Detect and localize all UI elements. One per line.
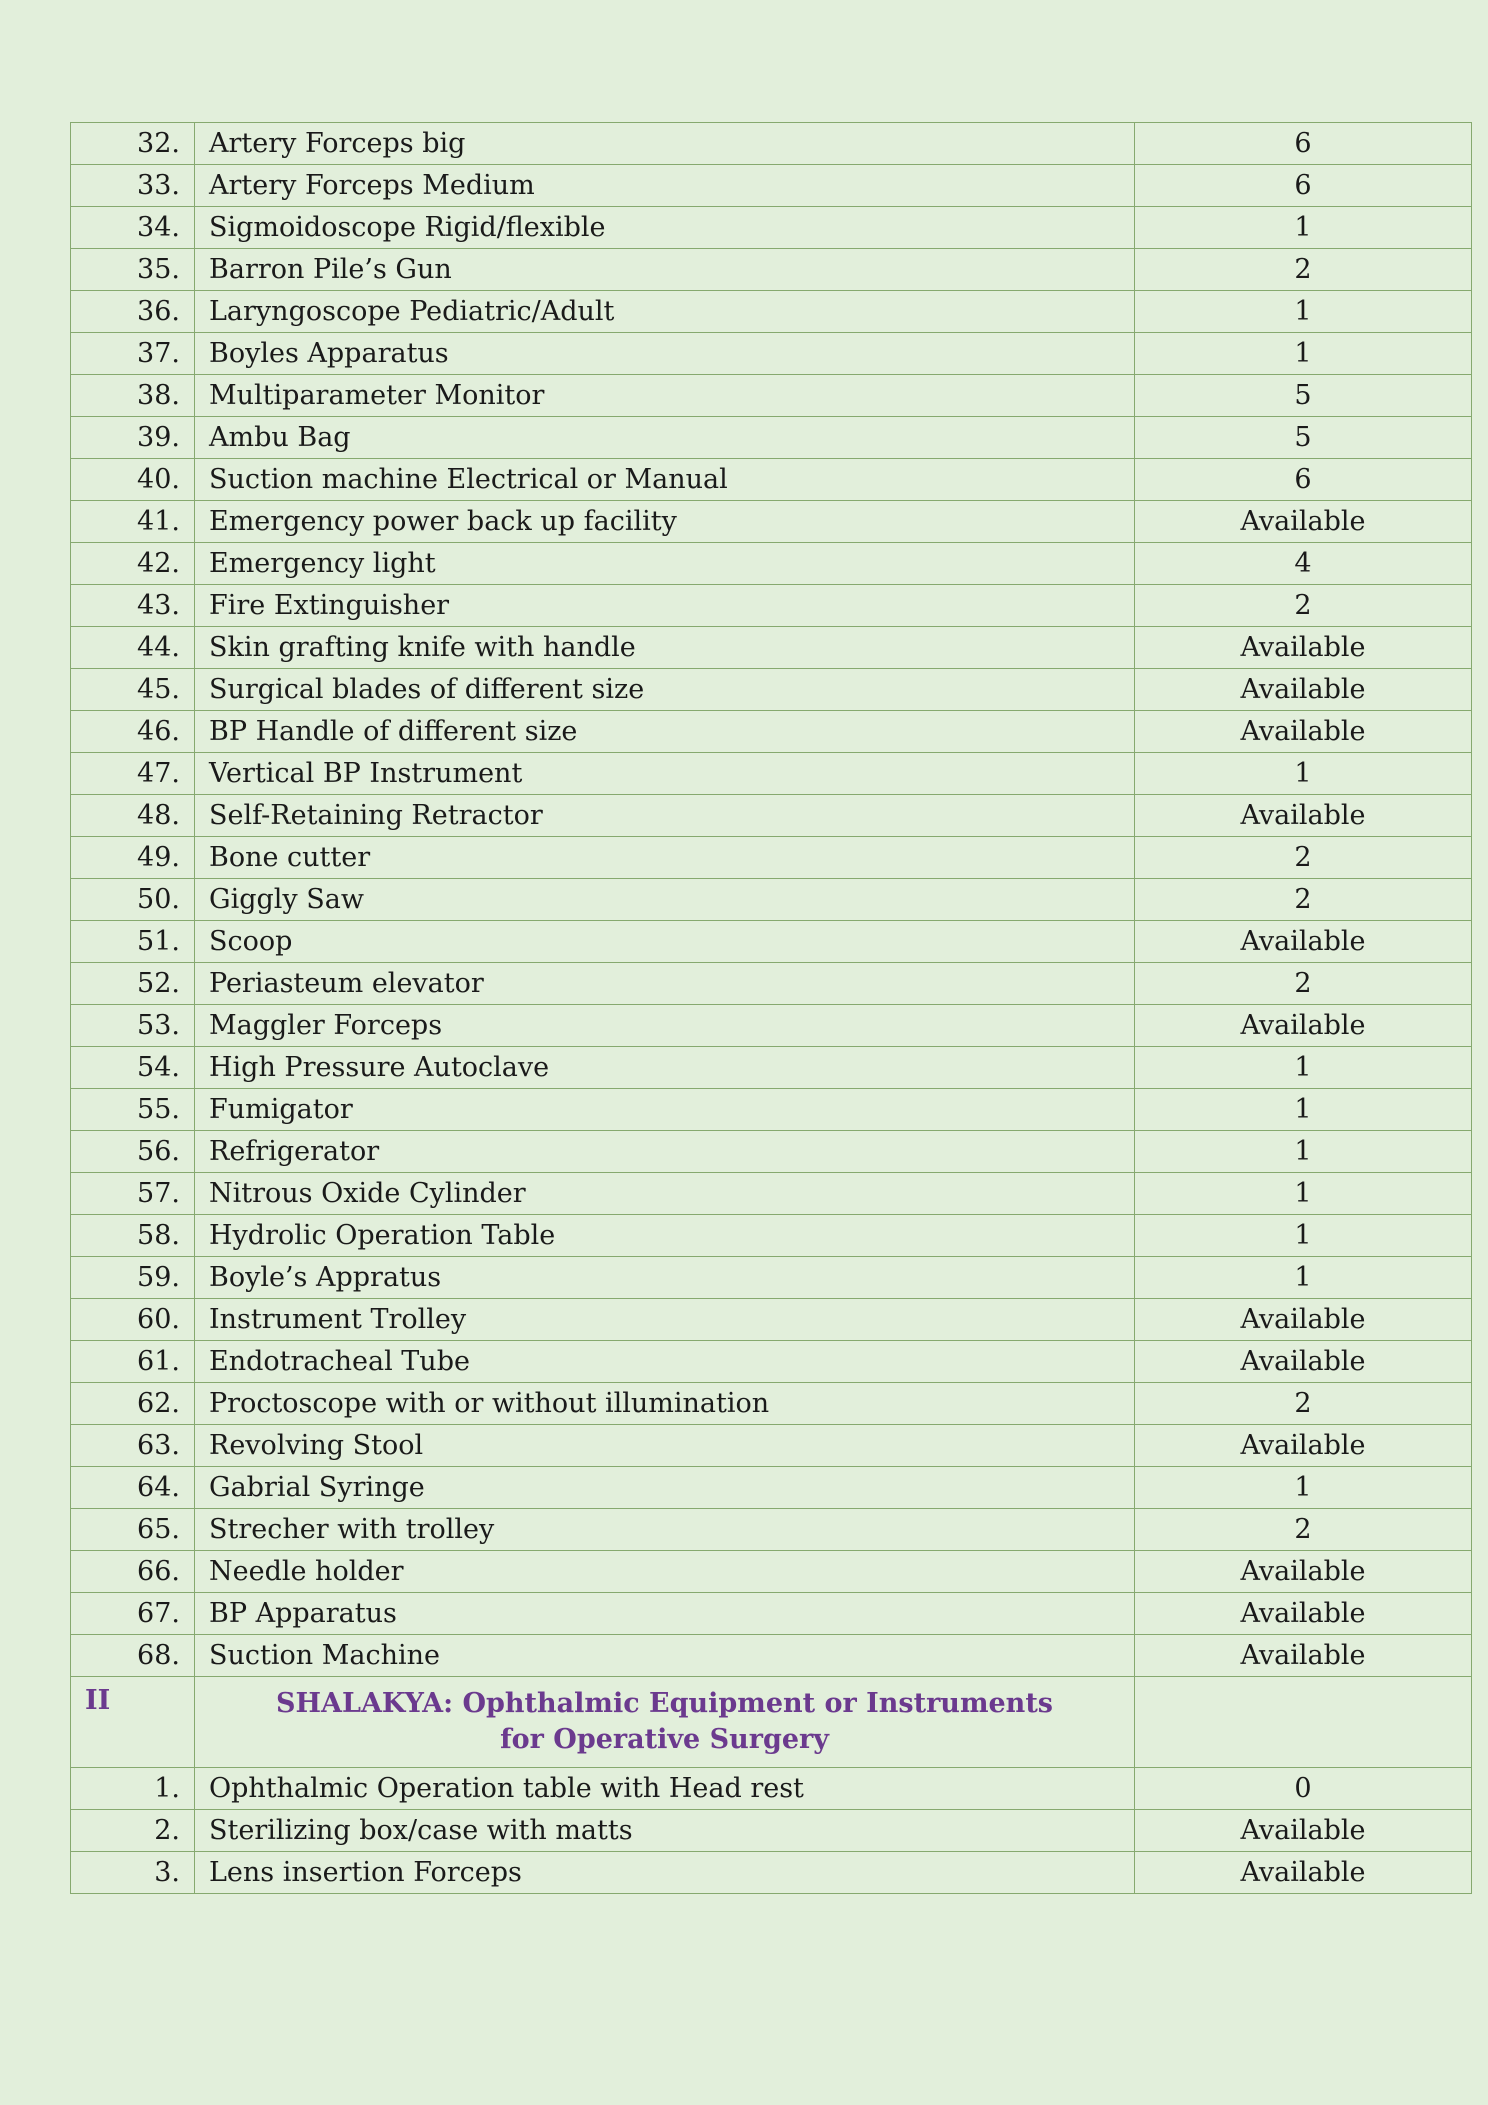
- serial-number: 48.: [71, 795, 195, 837]
- item-name: Barron Pile’s Gun: [195, 249, 1135, 291]
- serial-number: 46.: [71, 711, 195, 753]
- item-quantity: Available: [1135, 627, 1472, 669]
- item-name: Self-Retaining Retractor: [195, 795, 1135, 837]
- serial-number: 36.: [71, 291, 195, 333]
- table-row: [71, 1341, 1472, 1383]
- table-row: [71, 1425, 1472, 1467]
- table-row: [71, 879, 1472, 921]
- item-name: Refrigerator: [195, 1131, 1135, 1173]
- table-row: [71, 1467, 1472, 1509]
- table-row: [71, 585, 1472, 627]
- item-name: Sterilizing box/case with matts: [195, 1810, 1135, 1852]
- item-quantity: 1: [1135, 1467, 1472, 1509]
- table-row: [71, 1047, 1472, 1089]
- table-row: [71, 165, 1472, 207]
- item-name: Emergency power back up facility: [195, 501, 1135, 543]
- item-quantity: 1: [1135, 1257, 1472, 1299]
- serial-number: 64.: [71, 1467, 195, 1509]
- serial-number: 3.: [71, 1852, 195, 1894]
- item-name: BP Handle of different size: [195, 711, 1135, 753]
- serial-number: 59.: [71, 1257, 195, 1299]
- item-name: Gabrial Syringe: [195, 1467, 1135, 1509]
- serial-number: 55.: [71, 1089, 195, 1131]
- item-quantity: Available: [1135, 1425, 1472, 1467]
- item-name: Fire Extinguisher: [195, 585, 1135, 627]
- table-row: [71, 963, 1472, 1005]
- item-quantity: 2: [1135, 837, 1472, 879]
- serial-number: 32.: [71, 123, 195, 165]
- item-name: Sigmoidoscope Rigid/flexible: [195, 207, 1135, 249]
- item-quantity: 1: [1135, 1089, 1472, 1131]
- section-quantity: [1135, 1677, 1472, 1768]
- item-name: Ophthalmic Operation table with Head rest: [195, 1768, 1135, 1810]
- item-quantity: 1: [1135, 207, 1472, 249]
- item-name: Scoop: [195, 921, 1135, 963]
- table-row: [71, 207, 1472, 249]
- serial-number: 68.: [71, 1635, 195, 1677]
- table-row: [71, 1551, 1472, 1593]
- item-name: Periasteum elevator: [195, 963, 1135, 1005]
- serial-number: 65.: [71, 1509, 195, 1551]
- serial-number: 62.: [71, 1383, 195, 1425]
- item-name: Multiparameter Monitor: [195, 375, 1135, 417]
- serial-number: 53.: [71, 1005, 195, 1047]
- serial-number: 45.: [71, 669, 195, 711]
- item-quantity: 5: [1135, 417, 1472, 459]
- equipment-table-container: [70, 122, 1471, 1894]
- item-quantity: Available: [1135, 1299, 1472, 1341]
- table-body: [71, 123, 1472, 1894]
- item-name: Skin grafting knife with handle: [195, 627, 1135, 669]
- table-row: [71, 795, 1472, 837]
- item-quantity: 1: [1135, 1047, 1472, 1089]
- serial-number: 1.: [71, 1768, 195, 1810]
- table-row: [71, 1005, 1472, 1047]
- item-quantity: 2: [1135, 585, 1472, 627]
- item-name: Strecher with trolley: [195, 1509, 1135, 1551]
- table-row: [71, 249, 1472, 291]
- item-name: Bone cutter: [195, 837, 1135, 879]
- item-quantity: Available: [1135, 1005, 1472, 1047]
- table-row: [71, 375, 1472, 417]
- item-name: Boyles Apparatus: [195, 333, 1135, 375]
- table-row: [71, 1299, 1472, 1341]
- item-name: Surgical blades of different size: [195, 669, 1135, 711]
- item-name: Maggler Forceps: [195, 1005, 1135, 1047]
- item-name: Giggly Saw: [195, 879, 1135, 921]
- item-quantity: 4: [1135, 543, 1472, 585]
- section-number: II: [71, 1677, 195, 1768]
- table-row: [71, 291, 1472, 333]
- table-row: [71, 459, 1472, 501]
- item-name: BP Apparatus: [195, 1593, 1135, 1635]
- serial-number: 40.: [71, 459, 195, 501]
- item-quantity: Available: [1135, 1341, 1472, 1383]
- item-quantity: 2: [1135, 1509, 1472, 1551]
- table-row: [71, 1131, 1472, 1173]
- table-row: [71, 1509, 1472, 1551]
- table-row: [71, 1635, 1472, 1677]
- serial-number: 57.: [71, 1173, 195, 1215]
- serial-number: 41.: [71, 501, 195, 543]
- item-quantity: 6: [1135, 165, 1472, 207]
- item-quantity: 1: [1135, 291, 1472, 333]
- serial-number: 33.: [71, 165, 195, 207]
- item-quantity: 6: [1135, 123, 1472, 165]
- table-row: [71, 1383, 1472, 1425]
- serial-number: 60.: [71, 1299, 195, 1341]
- serial-number: 38.: [71, 375, 195, 417]
- serial-number: 2.: [71, 1810, 195, 1852]
- item-quantity: 2: [1135, 963, 1472, 1005]
- serial-number: 44.: [71, 627, 195, 669]
- serial-number: 54.: [71, 1047, 195, 1089]
- item-name: Hydrolic Operation Table: [195, 1215, 1135, 1257]
- serial-number: 51.: [71, 921, 195, 963]
- item-quantity: 1: [1135, 753, 1472, 795]
- section-title: SHALAKYA: Ophthalmic Equipment or Instruments for Operative Surgery: [195, 1677, 1135, 1768]
- serial-number: 58.: [71, 1215, 195, 1257]
- item-name: High Pressure Autoclave: [195, 1047, 1135, 1089]
- item-quantity: Available: [1135, 1593, 1472, 1635]
- item-quantity: 6: [1135, 459, 1472, 501]
- item-name: Emergency light: [195, 543, 1135, 585]
- table-row: [71, 1173, 1472, 1215]
- serial-number: 56.: [71, 1131, 195, 1173]
- serial-number: 67.: [71, 1593, 195, 1635]
- item-quantity: Available: [1135, 1551, 1472, 1593]
- item-quantity: 1: [1135, 1131, 1472, 1173]
- table-row: [71, 1852, 1472, 1894]
- table-row: [71, 501, 1472, 543]
- serial-number: 52.: [71, 963, 195, 1005]
- table-row: [71, 1768, 1472, 1810]
- item-name: Nitrous Oxide Cylinder: [195, 1173, 1135, 1215]
- table-row: [71, 543, 1472, 585]
- serial-number: 42.: [71, 543, 195, 585]
- table-row: [71, 921, 1472, 963]
- item-name: Needle holder: [195, 1551, 1135, 1593]
- item-name: Boyle’s Appratus: [195, 1257, 1135, 1299]
- serial-number: 43.: [71, 585, 195, 627]
- item-quantity: Available: [1135, 795, 1472, 837]
- serial-number: 37.: [71, 333, 195, 375]
- serial-number: 50.: [71, 879, 195, 921]
- table-row: [71, 1810, 1472, 1852]
- item-name: Suction machine Electrical or Manual: [195, 459, 1135, 501]
- item-quantity: 2: [1135, 1383, 1472, 1425]
- item-name: Revolving Stool: [195, 1425, 1135, 1467]
- table-row: [71, 417, 1472, 459]
- item-quantity: Available: [1135, 921, 1472, 963]
- table-row: [71, 627, 1472, 669]
- item-quantity: Available: [1135, 1852, 1472, 1894]
- table-row: [71, 1593, 1472, 1635]
- table-row: [71, 1089, 1472, 1131]
- item-name: Suction Machine: [195, 1635, 1135, 1677]
- item-quantity: Available: [1135, 711, 1472, 753]
- serial-number: 34.: [71, 207, 195, 249]
- item-quantity: Available: [1135, 1635, 1472, 1677]
- item-quantity: Available: [1135, 1810, 1472, 1852]
- item-name: Vertical BP Instrument: [195, 753, 1135, 795]
- item-name: Lens insertion Forceps: [195, 1852, 1135, 1894]
- table-row: [71, 669, 1472, 711]
- equipment-table: [70, 122, 1472, 1894]
- serial-number: 66.: [71, 1551, 195, 1593]
- item-name: Instrument Trolley: [195, 1299, 1135, 1341]
- item-quantity: 1: [1135, 333, 1472, 375]
- serial-number: 35.: [71, 249, 195, 291]
- table-row: [71, 711, 1472, 753]
- table-row: [71, 837, 1472, 879]
- item-quantity: 2: [1135, 249, 1472, 291]
- item-quantity: 2: [1135, 879, 1472, 921]
- item-quantity: Available: [1135, 501, 1472, 543]
- item-name: Ambu Bag: [195, 417, 1135, 459]
- table-row: [71, 123, 1472, 165]
- table-row: [71, 1215, 1472, 1257]
- item-name: Artery Forceps big: [195, 123, 1135, 165]
- item-name: Proctoscope with or without illumination: [195, 1383, 1135, 1425]
- item-name: Artery Forceps Medium: [195, 165, 1135, 207]
- serial-number: 39.: [71, 417, 195, 459]
- serial-number: 61.: [71, 1341, 195, 1383]
- item-quantity: 1: [1135, 1215, 1472, 1257]
- table-row: [71, 753, 1472, 795]
- item-quantity: 1: [1135, 1173, 1472, 1215]
- table-row: [71, 1257, 1472, 1299]
- item-quantity: 0: [1135, 1768, 1472, 1810]
- serial-number: 63.: [71, 1425, 195, 1467]
- item-name: Laryngoscope Pediatric/Adult: [195, 291, 1135, 333]
- item-name: Fumigator: [195, 1089, 1135, 1131]
- table-row: [71, 333, 1472, 375]
- item-name: Endotracheal Tube: [195, 1341, 1135, 1383]
- section-header-row: [71, 1677, 1472, 1768]
- item-quantity: 5: [1135, 375, 1472, 417]
- serial-number: 49.: [71, 837, 195, 879]
- serial-number: 47.: [71, 753, 195, 795]
- item-quantity: Available: [1135, 669, 1472, 711]
